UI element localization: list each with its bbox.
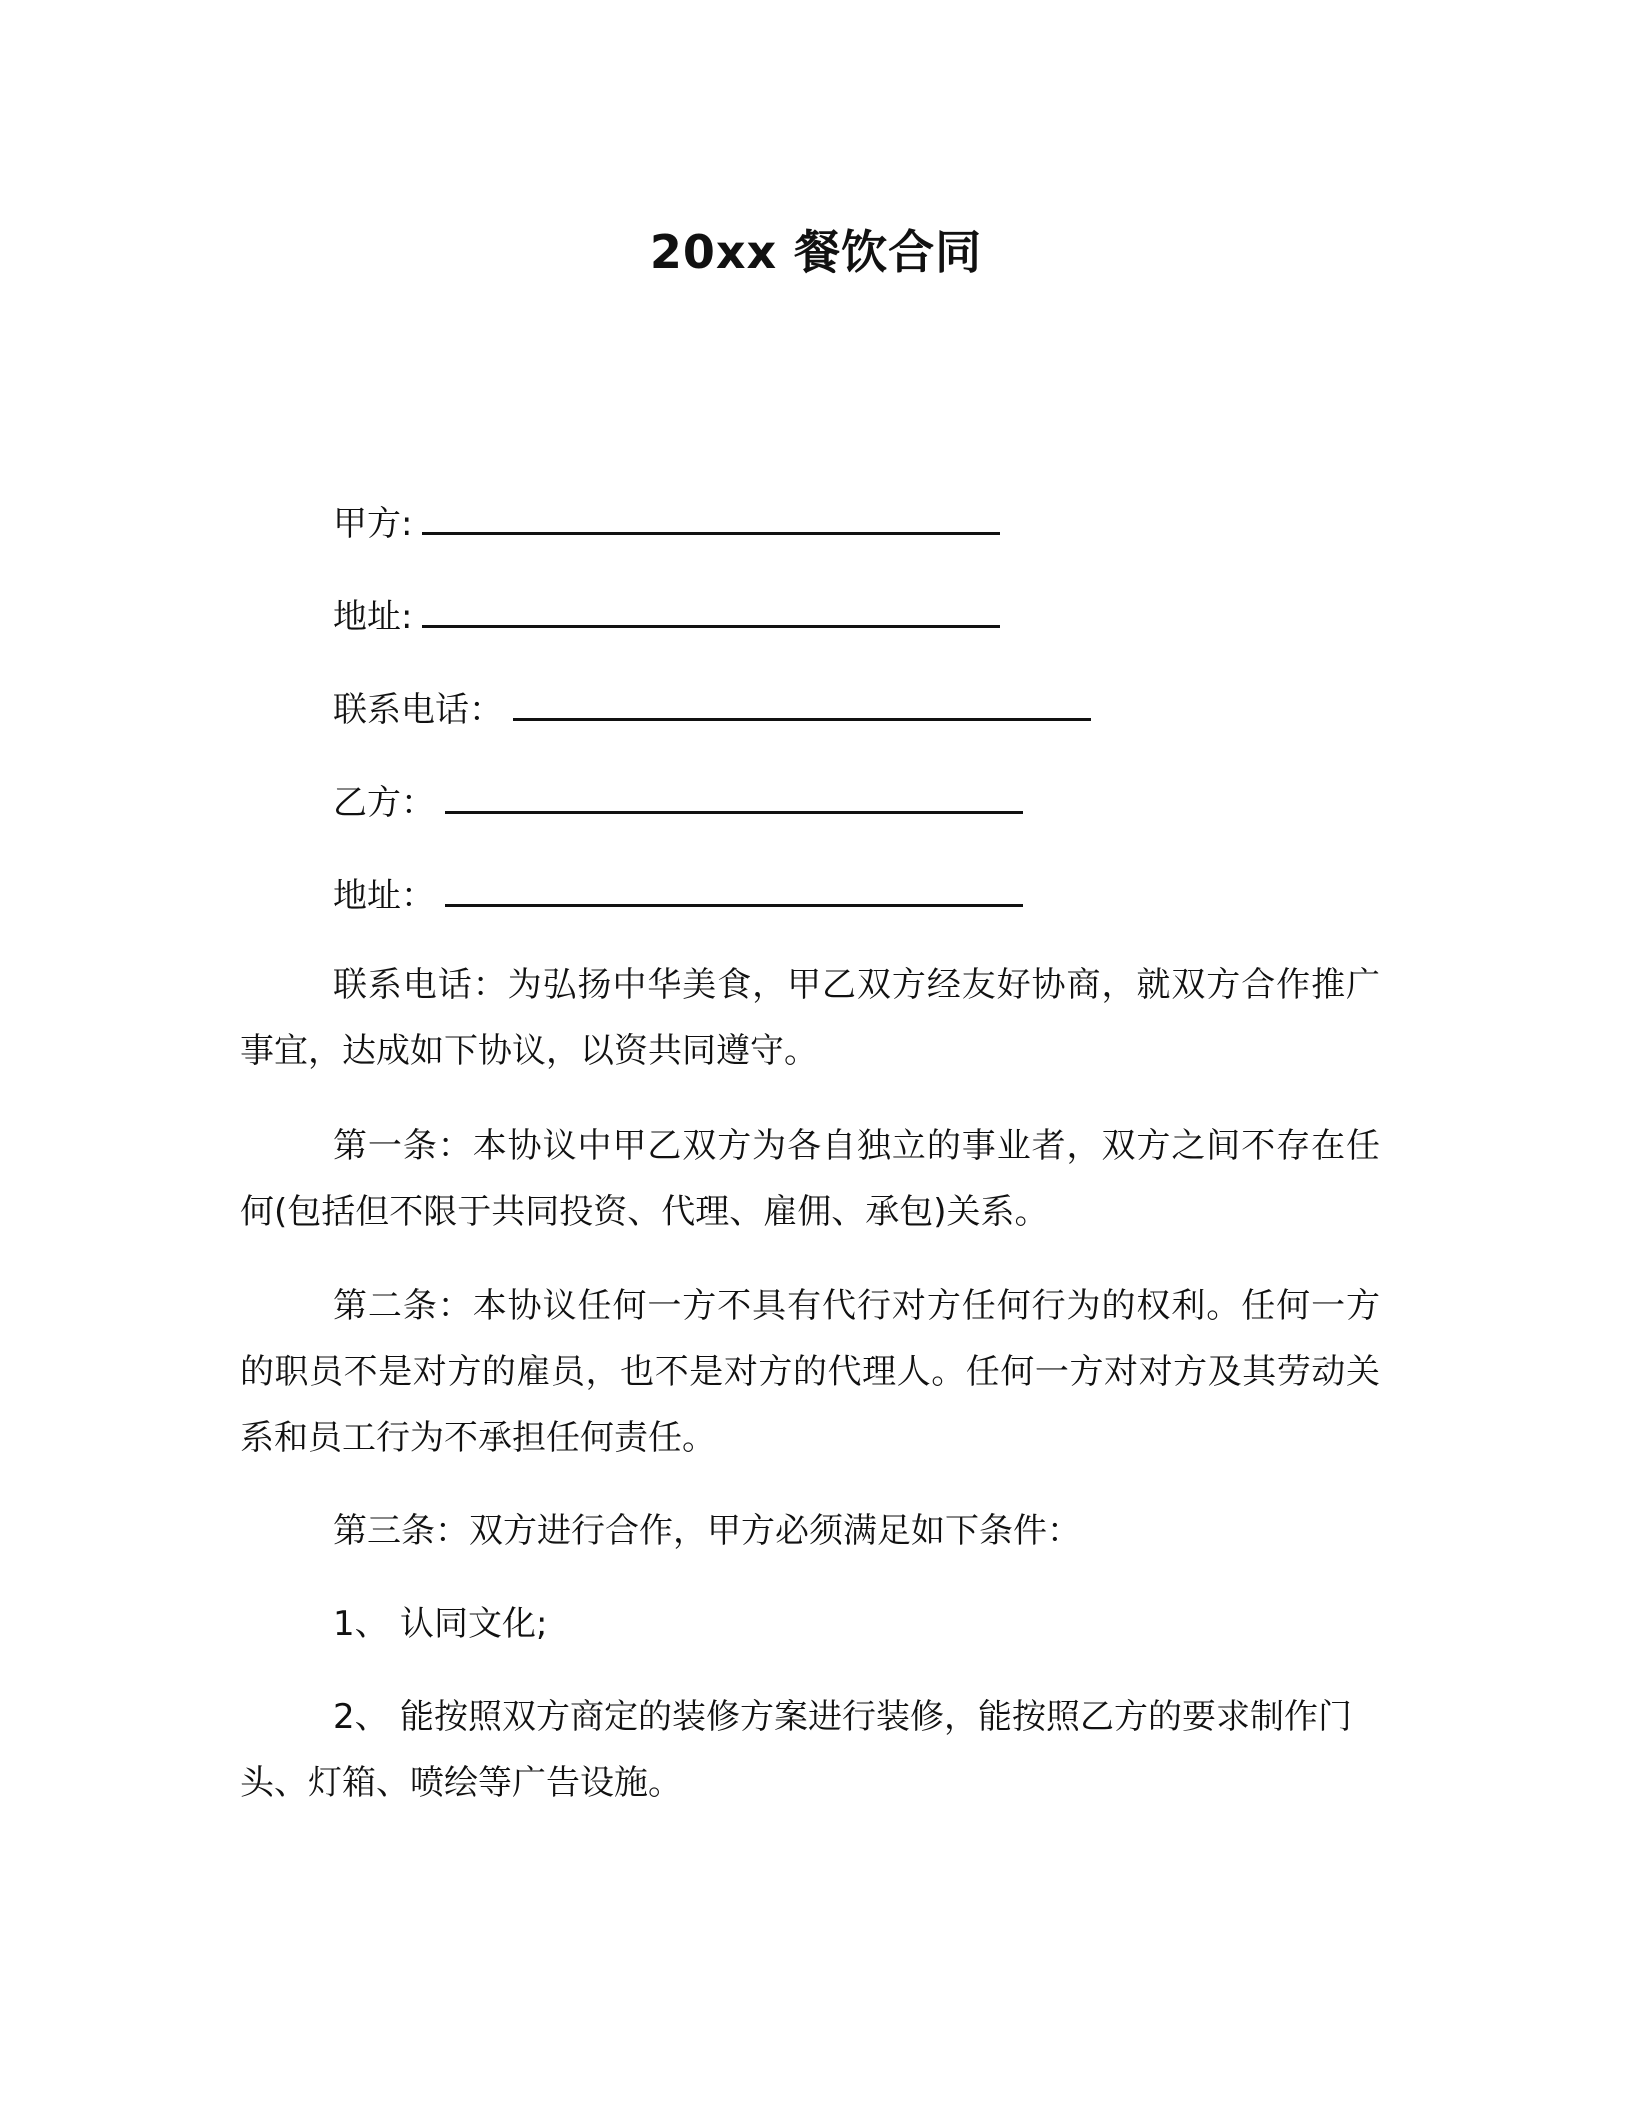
party-b-address-field xyxy=(333,874,1023,918)
party-a-address-blank-line xyxy=(422,595,1000,628)
party-b-address-blank-line xyxy=(445,874,1023,907)
party-b-field xyxy=(333,781,1023,825)
condition-item-2-text: 能按照双方商定的装修方案进行装修，能按照乙方的要求制作门头、灯箱、喷绘等广告设施。 xyxy=(240,1697,1352,1803)
party-a-label: 甲方: xyxy=(333,504,413,544)
party-a-address-field xyxy=(333,595,1000,639)
condition-item-1-number: 1、 xyxy=(333,1604,389,1644)
party-a-address-label: 地址: xyxy=(333,597,413,637)
party-a-phone-blank-line xyxy=(513,688,1091,721)
article-one-paragraph: 第一条：本协议中甲乙双方为各自独立的事业者，双方之间不存在任何(包括但不限于共同投资、代理、雇佣、承包)关系。 xyxy=(240,1126,1380,1232)
party-b-blank-line xyxy=(445,781,1023,814)
condition-item-1 xyxy=(240,1591,1380,1657)
party-a-field xyxy=(333,502,1000,546)
party-a-phone-label: 联系电话： xyxy=(333,690,503,730)
article-three-paragraph: 第三条：双方进行合作，甲方必须满足如下条件： xyxy=(333,1511,1081,1551)
party-b-label: 乙方： xyxy=(333,783,435,823)
party-b-address-label: 地址： xyxy=(333,876,435,916)
party-a-blank-line xyxy=(422,502,1000,535)
condition-item-1-text: 认同文化; xyxy=(400,1604,548,1644)
condition-item-2 xyxy=(240,1684,1380,1816)
article-two-paragraph: 第二条：本协议任何一方不具有代行对方任何行为的权利。任何一方的职员不是对方的雇员，也不是对方的代理人。任何一方对对方及其劳动关系和员工行为不承担任何责任。 xyxy=(240,1286,1380,1458)
intro-paragraph: 联系电话：为弘扬中华美食，甲乙双方经友好协商，就双方合作推广事宜，达成如下协议，以资共同遵守。 xyxy=(240,965,1380,1071)
document-title: 20xx 餐饮合同 xyxy=(649,225,983,279)
party-a-phone-field xyxy=(333,688,1091,732)
condition-item-2-number: 2、 xyxy=(333,1697,389,1737)
